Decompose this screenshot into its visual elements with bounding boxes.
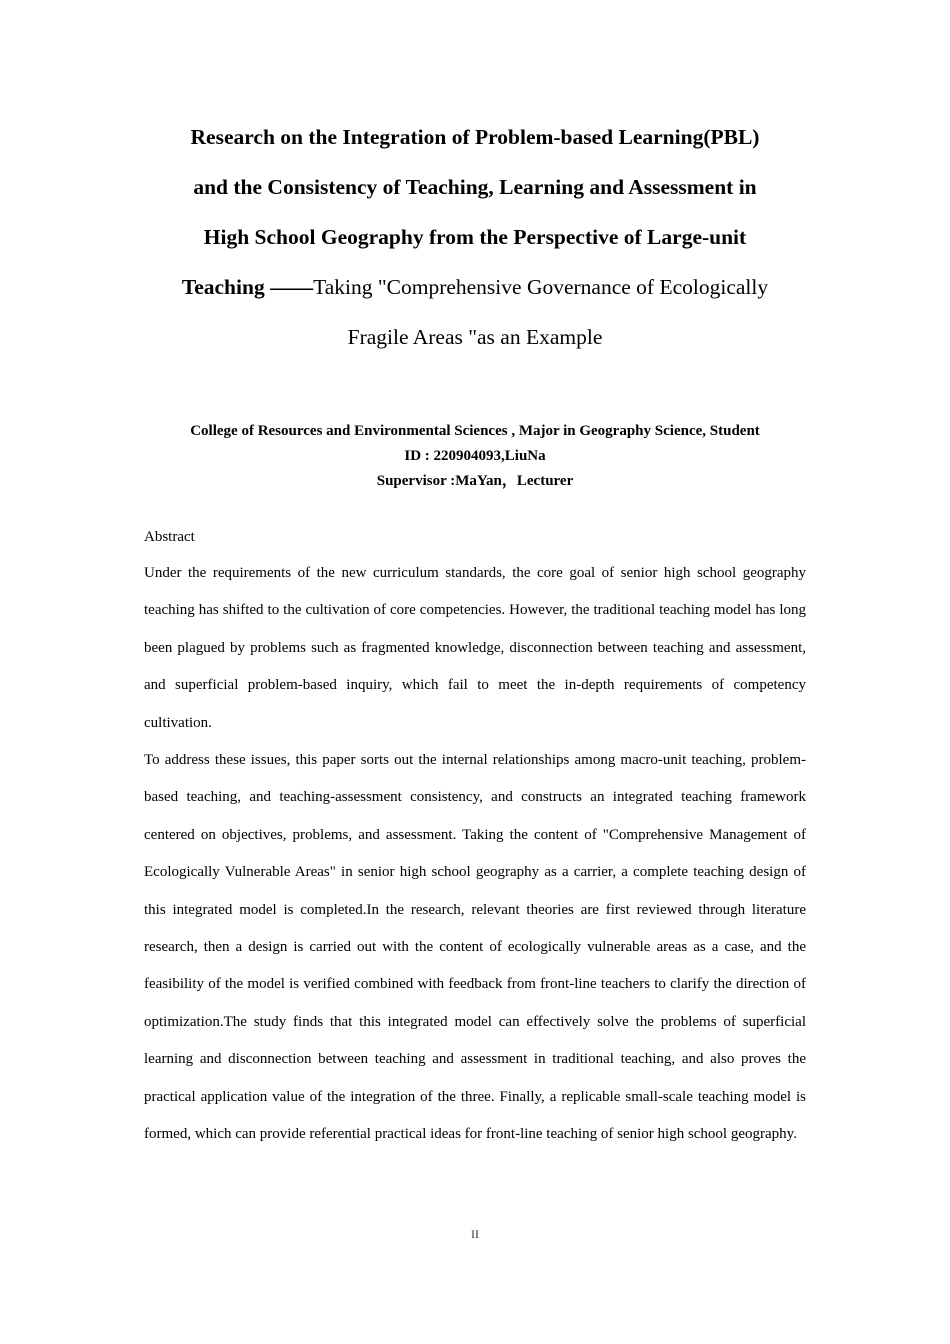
title-line-1: Research on the Integration of Problem-based Learning(PBL): [190, 125, 760, 149]
title-line-4-subtitle: Taking "Comprehensive Governance of Ecologically: [313, 275, 769, 299]
supervisor-line: Supervisor :MaYan，Lecturer: [376, 473, 574, 489]
page-number: II: [471, 1227, 479, 1241]
paper-title: [144, 112, 806, 362]
abstract-paragraph-1: Under the requirements of the new curriculum standards, the core goal of senior high school geography teaching has shifted to the cultivation of core competencies. However, the traditional teaching model has long been plagued by problems such as fragmented knowledge, disconnection between teaching and assessment, and superficial problem-based inquiry, which fail to meet the in-depth requirements of competency cultivation.: [144, 565, 806, 731]
paper-page: [144, 112, 806, 1154]
title-line-4-bold: Teaching ——: [181, 275, 314, 299]
abstract-heading: Abstract: [144, 529, 195, 545]
author-info: [144, 419, 806, 494]
author-affiliation-line-2: ID : 220904093,LiuNa: [404, 448, 546, 464]
abstract-body: [144, 555, 806, 1154]
title-line-4: [144, 262, 806, 312]
abstract-paragraph-2: To address these issues, this paper sorts out the internal relationships among macro-unit teaching, problem-based teaching, and teaching-assessment consistency, and constructs an integrated teaching framework centered on objectives, problems, and assessment. Taking the content of "Comprehensive Management of Ecologically Vulnerable Areas" in senior high school geography as a carrier, a complete teaching design of this integrated model is completed.In the research, relevant theories are first reviewed through literature research, then a design is carried out with the content of ecologically vulnerable areas as a case, and the feasibility of the model is verified combined with feedback from front-line teachers to clarify the direction of optimization.The study finds that this integrated model can effectively solve the problems of superficial learning and disconnection between teaching and assessment in traditional teaching, and also proves the practical application value of the integration of the three. Finally, a replicable small-scale teaching model is formed, which can provide referential practical ideas for front-line teaching of senior high school geography.: [144, 752, 806, 1143]
title-line-2: and the Consistency of Teaching, Learning and Assessment in: [193, 175, 757, 199]
author-affiliation-line-1: College of Resources and Environmental Sciences , Major in Geography Science, Student: [190, 423, 760, 439]
title-line-3: High School Geography from the Perspective of Large-unit: [203, 225, 747, 249]
title-line-5: Fragile Areas "as an Example: [347, 325, 603, 349]
